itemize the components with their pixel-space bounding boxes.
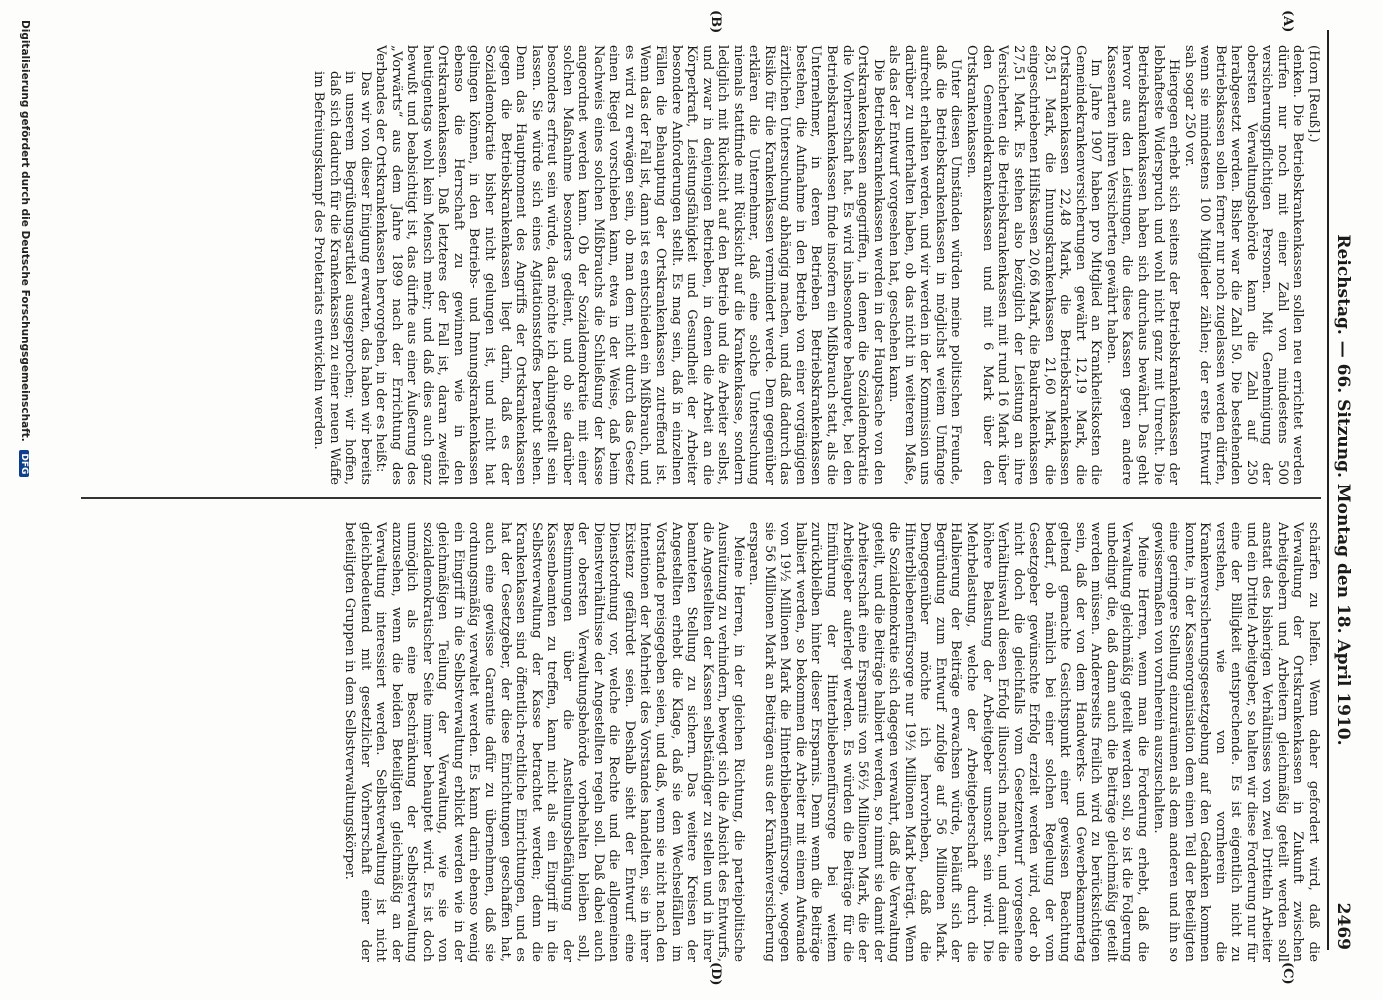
- paragraph: Das wir von dieser Einigung erwarten, das haben wir bereits in unserem Begrüßungsartikel ausgesprochen; wir hoffen, daß sich dadurch für die Krankenkassen zu einer neuen Waffe im Befreiungskampf des Proletariats entwickeln werden.: [311, 71, 373, 485]
- paragraph: denken. Die Betriebskrankenkassen sollen neu errichtet werden dürfen nur noch mit einer Zahl von mindestens 500 versicherungspflichtigen Personen. Mit Genehmigung der obersten Verwaltungsbehörde kann die Zahl auf 250 herabgesetzt werden. Bisher war die Zahl 50. Die bestehenden Betriebskassen sollen ferner nur noch zugelassen werden dürfen, wenn sie mindestens 100 Mitglieder zählen; der erste Entwurf sah sogar 250 vor.: [1181, 45, 1306, 485]
- paragraph: Hiergegen erhebt sich seitens der Betriebskrankenkassen der lebhafteste Widerspruch und wohl nicht ganz mit Unrecht. Die Betriebskrankenkassen haben sich durchaus bewährt. Das geht hervor aus den Leistungen, die diese Kassen gegen andere Kassenarten ihren Versicherten gewährt haben.: [1103, 45, 1182, 485]
- margin-marker-d: (D): [708, 962, 723, 986]
- paragraph: Im Jahre 1907 haben pro Mitglied an Krankheitskosten die Gemeindekrankenversicherungen gewährt 12,19 Mark, die Ortskrankenkassen 22,48 Mark, die Betriebskrankenkassen 28,51 Mark, die Innungskrankenkassen 21,60 Mark, die eingeschriebenen Hilfskassen 20,66 Mark, die Baukrankenkassen 27,51 Mark. Es stehen also bezüglich der Leistung an ihre Versicherten die Betriebskrankenkassen mit rund 16 Mark über den Gemeindekrankenkassen und mit 6 Mark über den Ortskrankenkassen.: [963, 45, 1104, 485]
- paragraph: schärfen zu helfen. Wenn daher gefordert wird, daß die Verwaltung der Ortskrankenkassen in Zukunft zwischen Arbeitgebern und Arbeitern gleichmäßig geteilt werden soll anstatt des bisherigen Verhältnisses von zwei Dritteln Arbeiter und ein Drittel Arbeitgeber, so halten wir diese Forderung nur für eine der Billigkeit entsprechende. Es ist eigentlich nicht zu verstehen, wie von vornherein die Krankenversicherungsgesetzgebung auf den Gedanken kommen konnte, in der Kassenorganisation dem einen Teil der Beteiligten eine geringere Stellung einzuräumen als dem anderen und ihn so gewissermaßen von vornherein auszuschalten.: [1150, 522, 1321, 962]
- dfg-logo: DFG: [19, 450, 29, 477]
- digitization-text: Digitalisierung gefördert durch die Deutsche Forschungsgemeinschaft.: [19, 20, 31, 442]
- page-header: [1331, 30, 1353, 950]
- paragraph: Unter diesen Umständen würden meine politischen Freunde, daß die Betriebskrankenkassen in möglichst weitem Umfange aufrecht erhalten werden, und wir werden in der Kommission uns darüber zu unterhalten haben, ob das nicht in weiterem Maße, als das der Entwurf vorgesehen hat, geschehen kann.: [886, 45, 964, 485]
- header-divider: [1327, 30, 1329, 950]
- header-title: Reichstag. — 66. Sitzung. Montag den 18. April 1910.: [1333, 234, 1353, 746]
- left-text-column: [86, 45, 1321, 485]
- margin-marker-a: (A): [1280, 10, 1295, 33]
- page-number: 2469: [1333, 902, 1353, 950]
- margin-marker-b: (B): [708, 10, 723, 34]
- margin-marker-c: (C): [1280, 962, 1295, 985]
- right-text-column: [86, 522, 1321, 962]
- digitization-credit: [19, 20, 31, 980]
- column-divider: [81, 497, 1321, 499]
- paragraph: Meine Herren, wenn man die Forderung erhebt, daß die Verwaltung gleichmäßig geteilt werden soll, so ist die Folgerung unbedingt die, daß dann auch die Beiträge gleichmäßig geteilt werden müssen. Andererseits freilich wird zu berücksichtigen sein, daß der von dem Handwerks- und Gewerbekammertag geltend gemachte Gesichtspunkt einer gewissen Beachtung bedarf, ob nämlich bei einer solchen Regelung der vom Gesetzgeber gewünschte Erfolg erzielt werden wird, oder ob nicht doch die gleichfalls vom Gesetzentwurf vorgesehene Verhältniswahl diesen Erfolg illusorisch machen, und damit die höhere Belastung der Arbeitgeber umsonst sein wird. Die Mehrbelastung, welche der Arbeitgeberschaft durch die Halbierung der Beiträge erwachsen würde, beläuft sich der Begründung zum Entwurf zufolge auf 56 Millionen Mark. Demgegenüber möchte ich hervorheben, daß die Hinterbliebenenfürsorge nur 19½ Millionen Mark beträgt. Wenn die Sozialdemokratie sich dagegen verwahrt, daß die Verwaltung geteilt, und die Beiträge halbiert werden, so nimmt sie damit der Arbeiterschaft eine Ersparnis von 56½ Millionen Mark, die der Arbeitgeber auferlegt werden. Es würden die Beiträge für die Einführung der Hinterbliebenenfürsorge bei weitem zurückbleiben hinter dieser Ersparnis. Denn wenn die Beiträge halbiert werden, so bekommen die Arbeiter mit einem Aufwande von 19½ Millionen Mark die Hinterbliebenenfürsorge, wogegen sie 56 Millionen Mark an Beiträgen aus der Krankenversicherung ersparen.: [746, 522, 1150, 962]
- paragraph: Die Betriebskrankenkassen werden in der Hauptsache von den Ortskrankenkassen angegriffen, in denen die Sozialdemokratie die Vorherrschaft hat. Es wird insbesondere behauptet, bei den Betriebskrankenkassen finde insofern ein Mißbrauch statt, als die Unternehmer, in deren Betrieben Betriebskrankenkassen bestehen, die Aufnahme in den Betrieb von einer vorgängigen ärztlichen Untersuchung abhängig machen, und daß dadurch das Risiko für die Krankenkassen vermindert werde. Dem gegenüber erklären die Unternehmer, daß eine solche Untersuchung niemals stattfinde mit Rücksicht auf die Krankenkasse, sondern lediglich mit Rücksicht auf den Betrieb und die Arbeiter selbst, und zwar in denjenigen Betrieben, in denen die Arbeit an die Körperkraft, Leistungsfähigkeit und Gesundheit der Arbeiter besondere Anforderungen stellt. Es mag sein, daß in einzelnen Fällen die Behauptung der Ortskrankenkassen zutreffend ist. Wenn das der Fall ist, dann ist es entschieden ein Mißbrauch, und es wird zu erwägen sein, ob man dem nicht durch das Gesetz einen Riegel vorschieben kann, etwa in der Weise, daß beim Nachweis eines solchen Mißbrauchs die Schließung der Kasse angeordnet werden kann. Ob der Sozialdemokratie mit einer solchen Maßnahme besonders gedient, und ob sie darüber besonders erfreut sein würde, das möchte ich dahingestellt sein lassen. Sie würde sich eines Agitationsstoffes beraubt sehen. Denn das Hauptmoment des Angriffs der Ortskrankenkassen gegen die Betriebskrankenkassen liegt darin, daß es der Sozialdemokratie bisher nicht gelungen ist, und nicht hat gelingen können, in den Betriebs- und Innungskrankenkassen ebenso die Herrschaft zu gewinnen wie in den Ortskrankenkassen. Daß letzteres der Fall ist, daran zweifelt heutigentags wohl kein Mensch mehr; und daß dies auch ganz bewußt und beabsichtigt ist, das dürfte aus einer Äußerung des „Vorwärts“ aus dem Jahre 1899 nach der Errichtung des Verbandes der Ortskrankenkassen hervorgehen, in der es heißt:: [373, 45, 886, 485]
- paragraph: (Horn [Reuß].): [1306, 45, 1321, 143]
- paragraph: Meine Herren, in der gleichen Richtung, die parteipolitische Ausnützung zu verhindern, bewegt sich die Absicht des Entwurfs, die Angestellten der Kassen selbständiger zu stellen und in ihrer beamteten Stellung zu sichern. Das weitere Kreisen der Angestellten erhebt die Klage, daß sie den Wechselfällen im Vorstande preisgegeben seien, und daß, wenn sie nicht nach den Intentionen der Mehrheit des Vorstandes handelten, sie in ihrer Existenz gefährdet seien. Deshalb sieht der Entwurf eine Dienstordnung vor, welche die Rechte und die allgemeinen Dienstverhältnisse der Angestellten regeln soll. Daß dabei auch der obersten Verwaltungsbehörde vorbehalten bleiben soll, Bestimmungen über die Anstellungsbefähigung der Kassenbeamten zu treffen, kann nicht als ein Eingriff in die Selbstverwaltung der Kasse betrachtet werden; denn die Krankenkassen sind öffentlich-rechtliche Einrichtungen, und es hat der Gesetzgeber, der diese Einrichtungen geschaffen hat, auch eine gewisse Garantie dafür zu übernehmen, daß sie ordnungsmäßig verwaltet werden. Es kann darin ebenso wenig ein Eingriff in die Selbstverwaltung erblickt werden wie in der gleichmäßigen Teilung der Verwaltung, wie sie von sozialdemokratischer Seite immer behauptet wird. Es ist doch unmöglich als eine Beschränkung der Selbstverwaltung anzusehen, wenn die beiden Beteiligten gleichmäßig an der Verwaltung interessiert werden. Selbstverwaltung ist nicht gleichbedeutend mit gesetzlicher Vorherrschaft einer der beteiligten Gruppen in dem Selbstverwaltungskörper.: [342, 522, 746, 962]
